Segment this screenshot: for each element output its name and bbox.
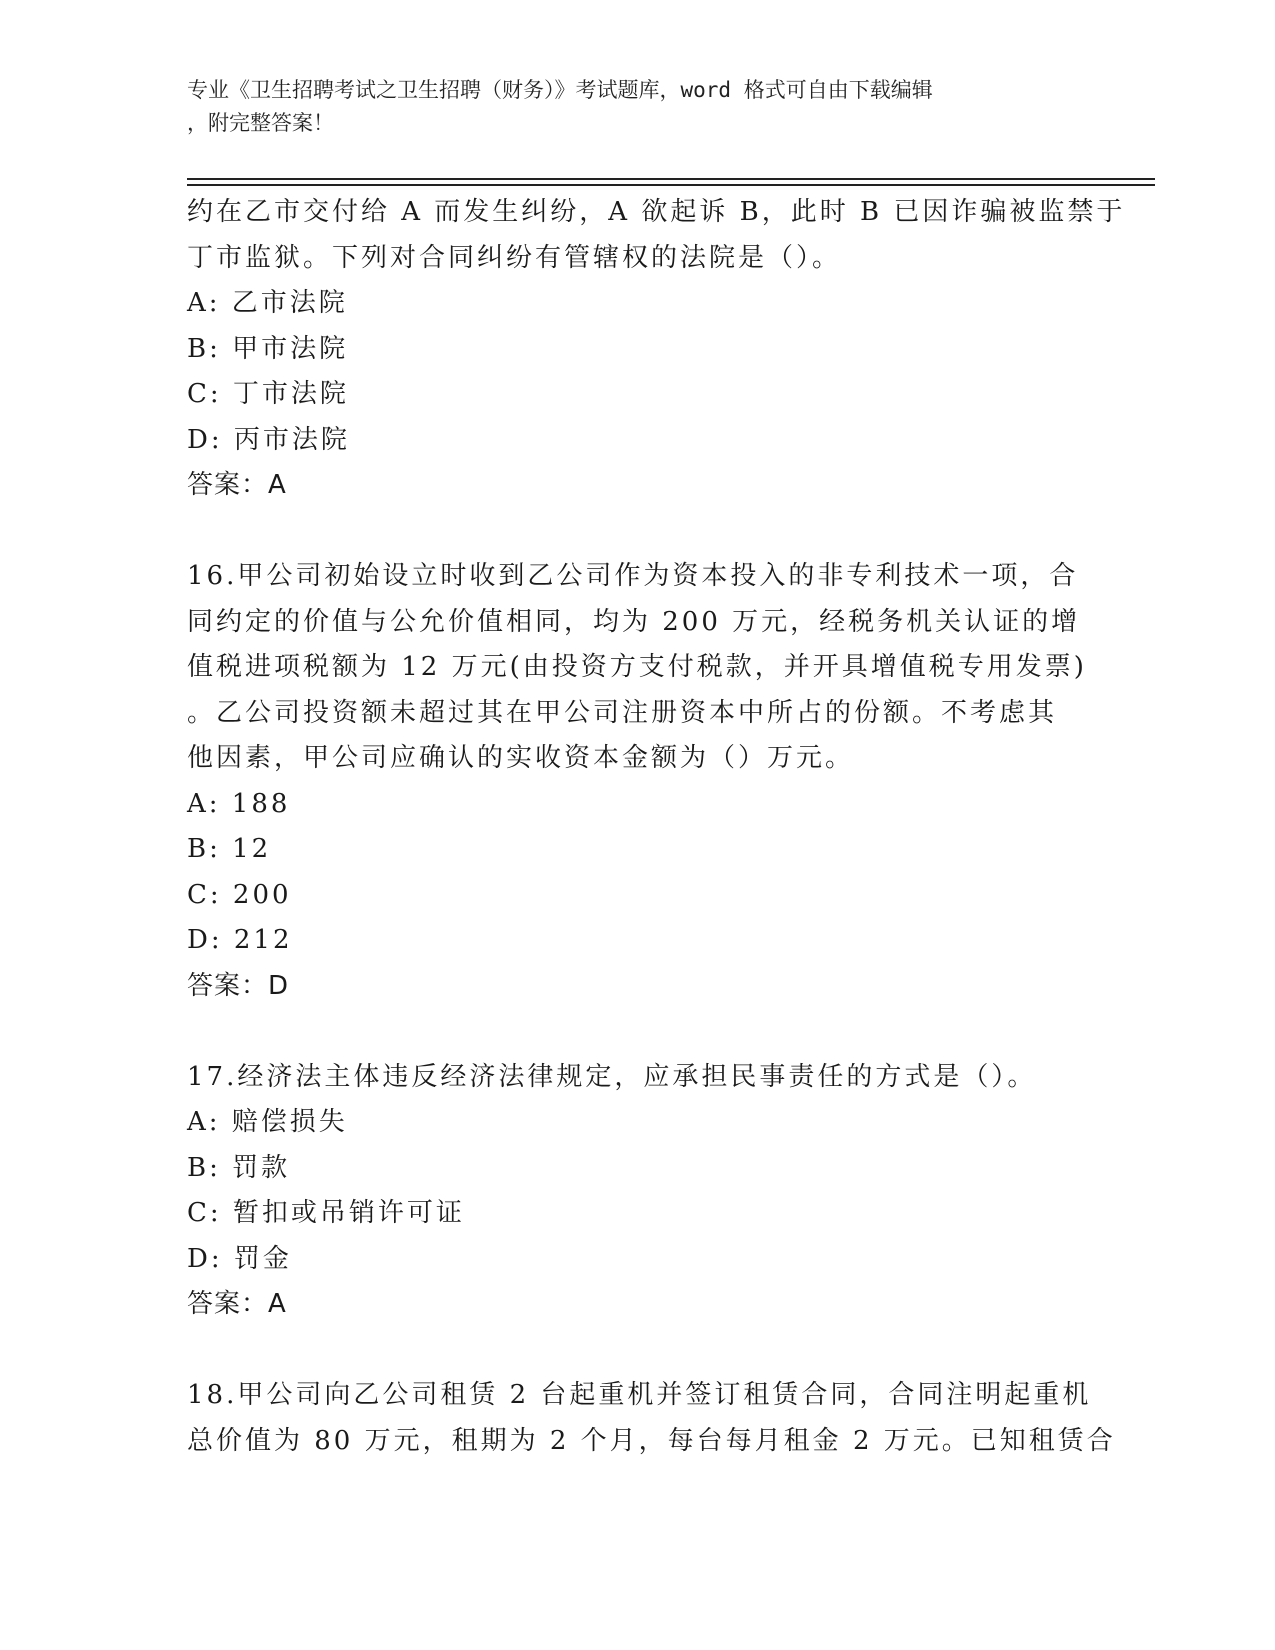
answer-line: 答案：A	[187, 1289, 287, 1319]
option-b: B: 罚款	[187, 1152, 291, 1183]
option-c: C: 暂扣或吊销许可证	[187, 1198, 465, 1228]
question-stem-line: 他因素，甲公司应确认的实收资本金额为（）万元。	[187, 743, 855, 773]
option-d: D: 罚金	[187, 1243, 292, 1274]
option-d: D: 212	[187, 925, 293, 955]
spacer	[187, 1009, 1087, 1055]
spacer	[187, 1328, 1087, 1374]
header-line-2: ，附完整答案！	[187, 111, 334, 135]
answer-line: 答案：D	[187, 970, 290, 1001]
question-18	[187, 1373, 1116, 1464]
document-body	[187, 190, 1126, 1464]
header-rule-top	[187, 178, 1155, 180]
question-stem-line: 总价值为 80 万元，租期为 2 个月，每台每月租金 2 万元。已知租赁合	[187, 1425, 1116, 1456]
spacer	[187, 509, 1087, 555]
question-stem-line: 同约定的价值与公允价值相同，均为 200 万元，经税务机关认证的增	[187, 606, 1081, 637]
question-16	[187, 554, 1087, 1009]
option-d: D: 丙市法院	[187, 424, 350, 455]
option-b: B: 12	[187, 834, 272, 864]
option-c: C: 200	[187, 879, 292, 910]
option-a: A: 赔偿损失	[187, 1107, 348, 1137]
question-stem-line: 16.甲公司初始设立时收到乙公司作为资本投入的非专利技术一项，合	[187, 561, 1079, 591]
question-15	[187, 190, 1126, 509]
option-a: A: 乙市法院	[187, 288, 348, 318]
question-stem-line: 丁市监狱。下列对合同纠纷有管辖权的法院是（）。	[187, 242, 842, 273]
option-a: A: 188	[187, 788, 291, 819]
header-line-1: 专业《卫生招聘考试之卫生招聘（财务）》考试题库，word 格式可自由下载编辑	[187, 78, 933, 102]
question-stem-line: 值税进项税额为 12 万元(由投资方支付税款，并开具增值税专用发票)	[187, 652, 1087, 682]
question-17	[187, 1055, 1087, 1328]
option-c: C: 丁市法院	[187, 379, 349, 409]
header-rule-bottom	[187, 184, 1155, 186]
question-stem-line: 18.甲公司向乙公司租赁 2 台起重机并签订租赁合同，合同注明起重机	[187, 1380, 1092, 1410]
option-b: B: 甲市法院	[187, 333, 349, 364]
document-header	[187, 74, 1087, 140]
question-stem-line: 17.经济法主体违反经济法律规定，应承担民事责任的方式是（）。	[187, 1061, 1037, 1092]
answer-line: 答案：A	[187, 470, 287, 500]
question-stem-line: 。乙公司投资额未超过其在甲公司注册资本中所占的份额。不考虑其	[187, 697, 1058, 728]
question-stem-line: 约在乙市交付给 A 而发生纠纷，A 欲起诉 B，此时 B 已因诈骗被监禁于	[187, 197, 1126, 227]
